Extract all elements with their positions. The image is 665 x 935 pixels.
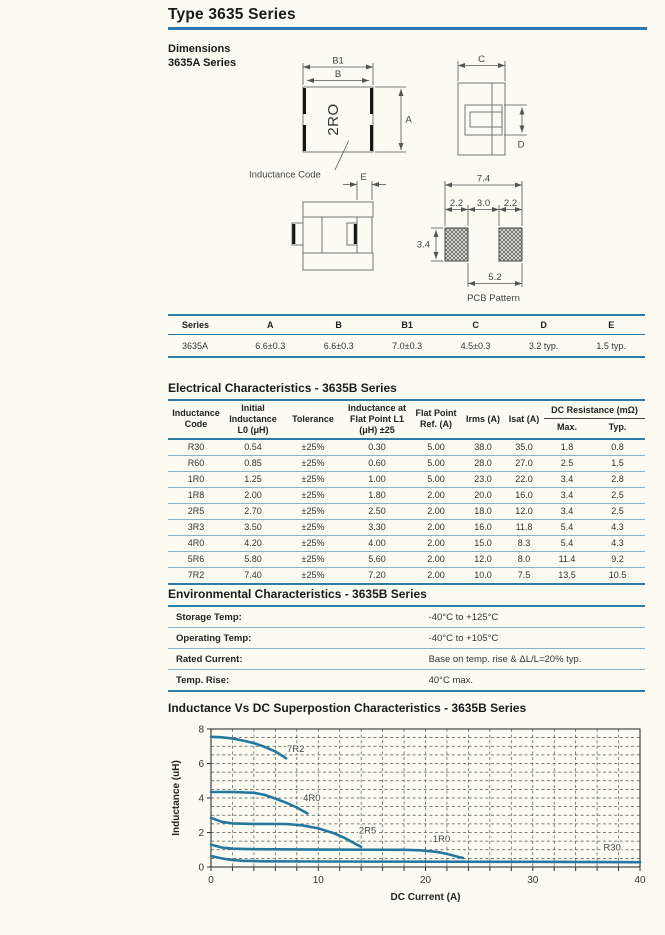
y-tick-label: 4 [198,793,204,805]
dim-b1-cell: 7.0±0.3 [392,340,423,351]
initial-inductance-cell: 2.70 [224,503,282,519]
title-underline [168,27,647,30]
flat-point-ref-cell: 2.00 [410,487,462,503]
dc-resistance-max-cell: 3.4 [544,503,590,519]
irms-cell: 38.0 [474,442,492,453]
page-title: Type 3635 Series [168,6,296,23]
flat-point-inductance-cell: 0.30 [368,442,386,453]
col-header-initial-inductance: Initial Inductance L0 (μH) [229,403,277,435]
front-view-drawing [249,56,413,181]
table-row [168,335,645,358]
initial-inductance-cell: 4.20 [224,535,282,551]
table-row [168,503,645,519]
x-tick-label: 0 [208,875,214,886]
table-row [168,439,645,456]
dc-resistance-typ-cell: 2.5 [590,487,645,503]
series-label: R30 [603,842,621,854]
isat-cell: 7.5 [504,567,544,584]
tolerance-cell: ±25% [282,471,344,487]
env-value: -40°C to +125°C [426,606,645,628]
inductance-code-cell: 3R3 [168,519,224,535]
pcb-pad-right [499,228,522,261]
inductance-code-cell: 1R8 [168,487,224,503]
isat-cell: 27.0 [504,455,544,471]
col-header-dc-resistance-group: DC Resistance (mΩ) [544,400,645,419]
chart-heading: Inductance Vs DC Superpostion Characteristics - 3635B Series [168,701,527,715]
pcb-dim-total-width: 7.4 [476,173,491,185]
series-label: 1R0 [432,833,451,845]
dimensions-figure [168,40,645,312]
dc-resistance-typ-cell: 0.8 [611,442,624,453]
pcb-dim-pad-left: 2.2 [449,198,464,209]
flat-point-ref-cell: 5.00 [410,471,462,487]
x-tick-label: 40 [634,875,646,886]
irms-cell: 20.0 [462,487,504,503]
series-label: 2R5 [358,825,377,837]
dim-label-c: C [478,54,485,65]
data-curve [211,792,308,814]
environmental-heading: Environmental Characteristics - 3635B Series [168,587,427,601]
x-tick-label: 20 [419,875,432,886]
irms-cell: 28.0 [462,455,504,471]
dc-resistance-max-cell: 2.5 [544,455,590,471]
table-row [168,551,645,567]
pcb-dim-pad-height: 3.4 [416,239,430,251]
flat-point-inductance-cell: 0.60 [344,455,410,471]
col-header-irms: Irms (A) [465,413,500,424]
superposition-chart [168,721,648,903]
irms-cell: 10.0 [462,567,504,584]
flat-point-inductance-cell: 5.60 [344,551,410,567]
dimensions-table [168,314,645,358]
irms-cell: 18.0 [462,503,504,519]
column-header: D [510,315,578,335]
column-header: Series [168,315,236,335]
initial-inductance-cell: 2.00 [224,487,282,503]
isat-cell: 22.0 [504,471,544,487]
dc-resistance-max-cell: 3.4 [544,487,590,503]
bottom-view-drawing [292,172,386,270]
col-header-inductance-code: Inductance Code [172,408,220,430]
dim-d-cell: 3.2 typ. [528,340,559,351]
env-label: Temp. Rise: [176,674,230,686]
dc-resistance-typ-cell: 4.3 [590,535,645,551]
initial-inductance-cell: 3.50 [224,519,282,535]
inductance-code-cell: 2R5 [168,503,224,519]
dc-resistance-typ-cell: 10.5 [590,567,645,584]
initial-inductance-cell: 5.80 [224,551,282,567]
flat-point-ref-cell: 2.00 [410,535,462,551]
irms-cell: 16.0 [462,519,504,535]
pcb-pattern-drawing [417,174,522,305]
flat-point-ref-cell: 2.00 [410,551,462,567]
env-label: Rated Current: [168,649,426,670]
flat-point-inductance-cell: 4.00 [344,535,410,551]
tolerance-cell: ±25% [282,455,344,471]
table-row [168,519,645,535]
inductance-code-cell: 1R0 [168,471,224,487]
isat-cell: 16.0 [504,487,544,503]
tolerance-cell: ±25% [301,442,325,453]
dc-resistance-typ-cell: 2.8 [590,471,645,487]
dim-label-a: A [405,114,412,126]
irms-cell: 23.0 [462,471,504,487]
initial-inductance-cell: 7.40 [224,567,282,584]
dc-resistance-max-cell: 1.8 [560,442,574,453]
dc-resistance-max-cell: 5.4 [544,535,590,551]
env-value: Base on temp. rise & ΔL/L=20% typ. [426,649,645,670]
dim-label-b1: B1 [332,55,344,67]
isat-cell: 35.0 [515,442,533,453]
x-axis-title: DC Current (A) [390,892,461,903]
env-label: Storage Temp: [168,606,426,628]
col-header-isat: Isat (A) [508,413,540,424]
dim-e-cell: 1.5 typ. [596,340,626,351]
flat-point-ref-cell: 5.00 [410,455,462,471]
column-header: A [236,315,304,335]
inductance-code-cell: 7R2 [168,567,224,584]
y-axis-title: Inductance (uH) [171,760,182,836]
dc-resistance-max-cell: 13.5 [544,567,590,584]
initial-inductance-cell: 1.25 [224,471,282,487]
table-row [168,535,645,551]
series-label: 7R2 [287,743,305,755]
table-row [168,628,645,649]
flat-point-inductance-cell: 1.80 [344,487,410,503]
col-header-tolerance: Tolerance [292,413,334,424]
electrical-heading: Electrical Characteristics - 3635B Series [168,381,397,395]
dimensions-series-heading: 3635A Series [168,57,237,70]
series-cell: 3635A [182,340,209,351]
col-header-inductance-flat-point: Inductance at Flat Point L1 (μH) ±25 [347,403,406,435]
flat-point-inductance-cell: 1.00 [344,471,410,487]
table-row [168,567,645,584]
inductance-code-cell: 5R6 [168,551,224,567]
env-value: -40°C to +105°C [426,628,645,649]
dc-resistance-max-cell: 3.4 [544,471,590,487]
column-header: B [304,315,372,335]
x-tick-label: 10 [312,875,324,886]
column-header: C [441,315,509,335]
env-label: Operating Temp: [168,628,426,649]
column-header: E [577,315,645,335]
table-row [168,670,645,692]
isat-cell: 11.8 [504,519,544,535]
dim-label-e: E [360,172,367,183]
initial-inductance-cell: 0.54 [244,442,262,453]
table-row [168,606,645,628]
dc-resistance-max-cell: 11.4 [544,551,590,567]
dim-label-d: D [517,139,525,151]
table-row [168,487,645,503]
tolerance-cell: ±25% [282,503,344,519]
flat-point-inductance-cell: 3.30 [344,519,410,535]
flat-point-ref-cell: 2.00 [410,567,462,584]
dim-label-b: B [334,69,342,80]
table-row [168,471,645,487]
dc-resistance-typ-cell: 4.3 [590,519,645,535]
pcb-dim-gap: 3.0 [476,198,491,209]
flat-point-ref-cell: 5.00 [427,442,445,453]
irms-cell: 15.0 [462,535,504,551]
dc-resistance-typ-cell: 2.5 [590,503,645,519]
env-value: 40°C max. [428,674,474,686]
electrical-table [168,399,645,585]
dimensions-heading: Dimensions [168,43,231,55]
pcb-dim-pad-right: 2.2 [503,198,518,209]
environmental-table-body [168,606,645,691]
dim-a-cell: 6.6±0.3 [255,340,286,351]
flat-point-inductance-cell: 2.50 [344,503,410,519]
side-view-drawing [458,54,527,155]
inductance-code-cell: 4R0 [168,535,224,551]
x-tick-label: 30 [527,875,539,886]
tolerance-cell: ±25% [282,567,344,584]
dimension-drawings-svg [168,40,645,312]
flat-point-ref-cell: 2.00 [410,503,462,519]
isat-cell: 8.0 [504,551,544,567]
y-tick-label: 8 [198,724,204,736]
table-row [168,455,645,471]
y-tick-label: 2 [198,828,204,839]
isat-cell: 12.0 [504,503,544,519]
dimensions-table-header-row [168,315,645,335]
col-header-flat-point-ref: Flat Point Ref. (A) [415,408,457,430]
col-header-dc-max: Max. [556,422,577,433]
dim-c-cell: 4.5±0.3 [460,340,491,351]
inductance-code-text: 2RO [325,103,342,136]
tolerance-cell: ±25% [282,551,344,567]
initial-inductance-cell: 0.85 [224,455,282,471]
dc-resistance-max-cell: 5.4 [544,519,590,535]
series-label: 4R0 [303,793,321,805]
table-row [168,649,645,670]
environmental-table [168,605,645,692]
dc-resistance-typ-cell: 9.2 [590,551,645,567]
electrical-table-body [168,439,645,584]
y-tick-label: 6 [198,759,204,770]
inductance-code-cell: R30 [187,442,205,453]
dim-b-cell: 6.6±0.3 [323,340,354,351]
tolerance-cell: ±25% [282,519,344,535]
tolerance-cell: ±25% [282,535,344,551]
pcb-pattern-caption: PCB Pattern [467,293,520,304]
irms-cell: 12.0 [462,551,504,567]
isat-cell: 8.3 [504,535,544,551]
y-tick-label: 0 [198,862,204,874]
column-header: B1 [373,315,441,335]
pcb-pad-left [445,228,468,261]
flat-point-ref-cell: 2.00 [410,519,462,535]
pcb-dim-pad-span: 5.2 [488,272,502,283]
inductance-code-cell: R60 [168,455,224,471]
inductance-code-label: Inductance Code [249,169,321,181]
col-header-dc-typ: Typ. [608,422,627,433]
flat-point-inductance-cell: 7.20 [344,567,410,584]
dc-resistance-typ-cell: 1.5 [590,455,645,471]
tolerance-cell: ±25% [282,487,344,503]
